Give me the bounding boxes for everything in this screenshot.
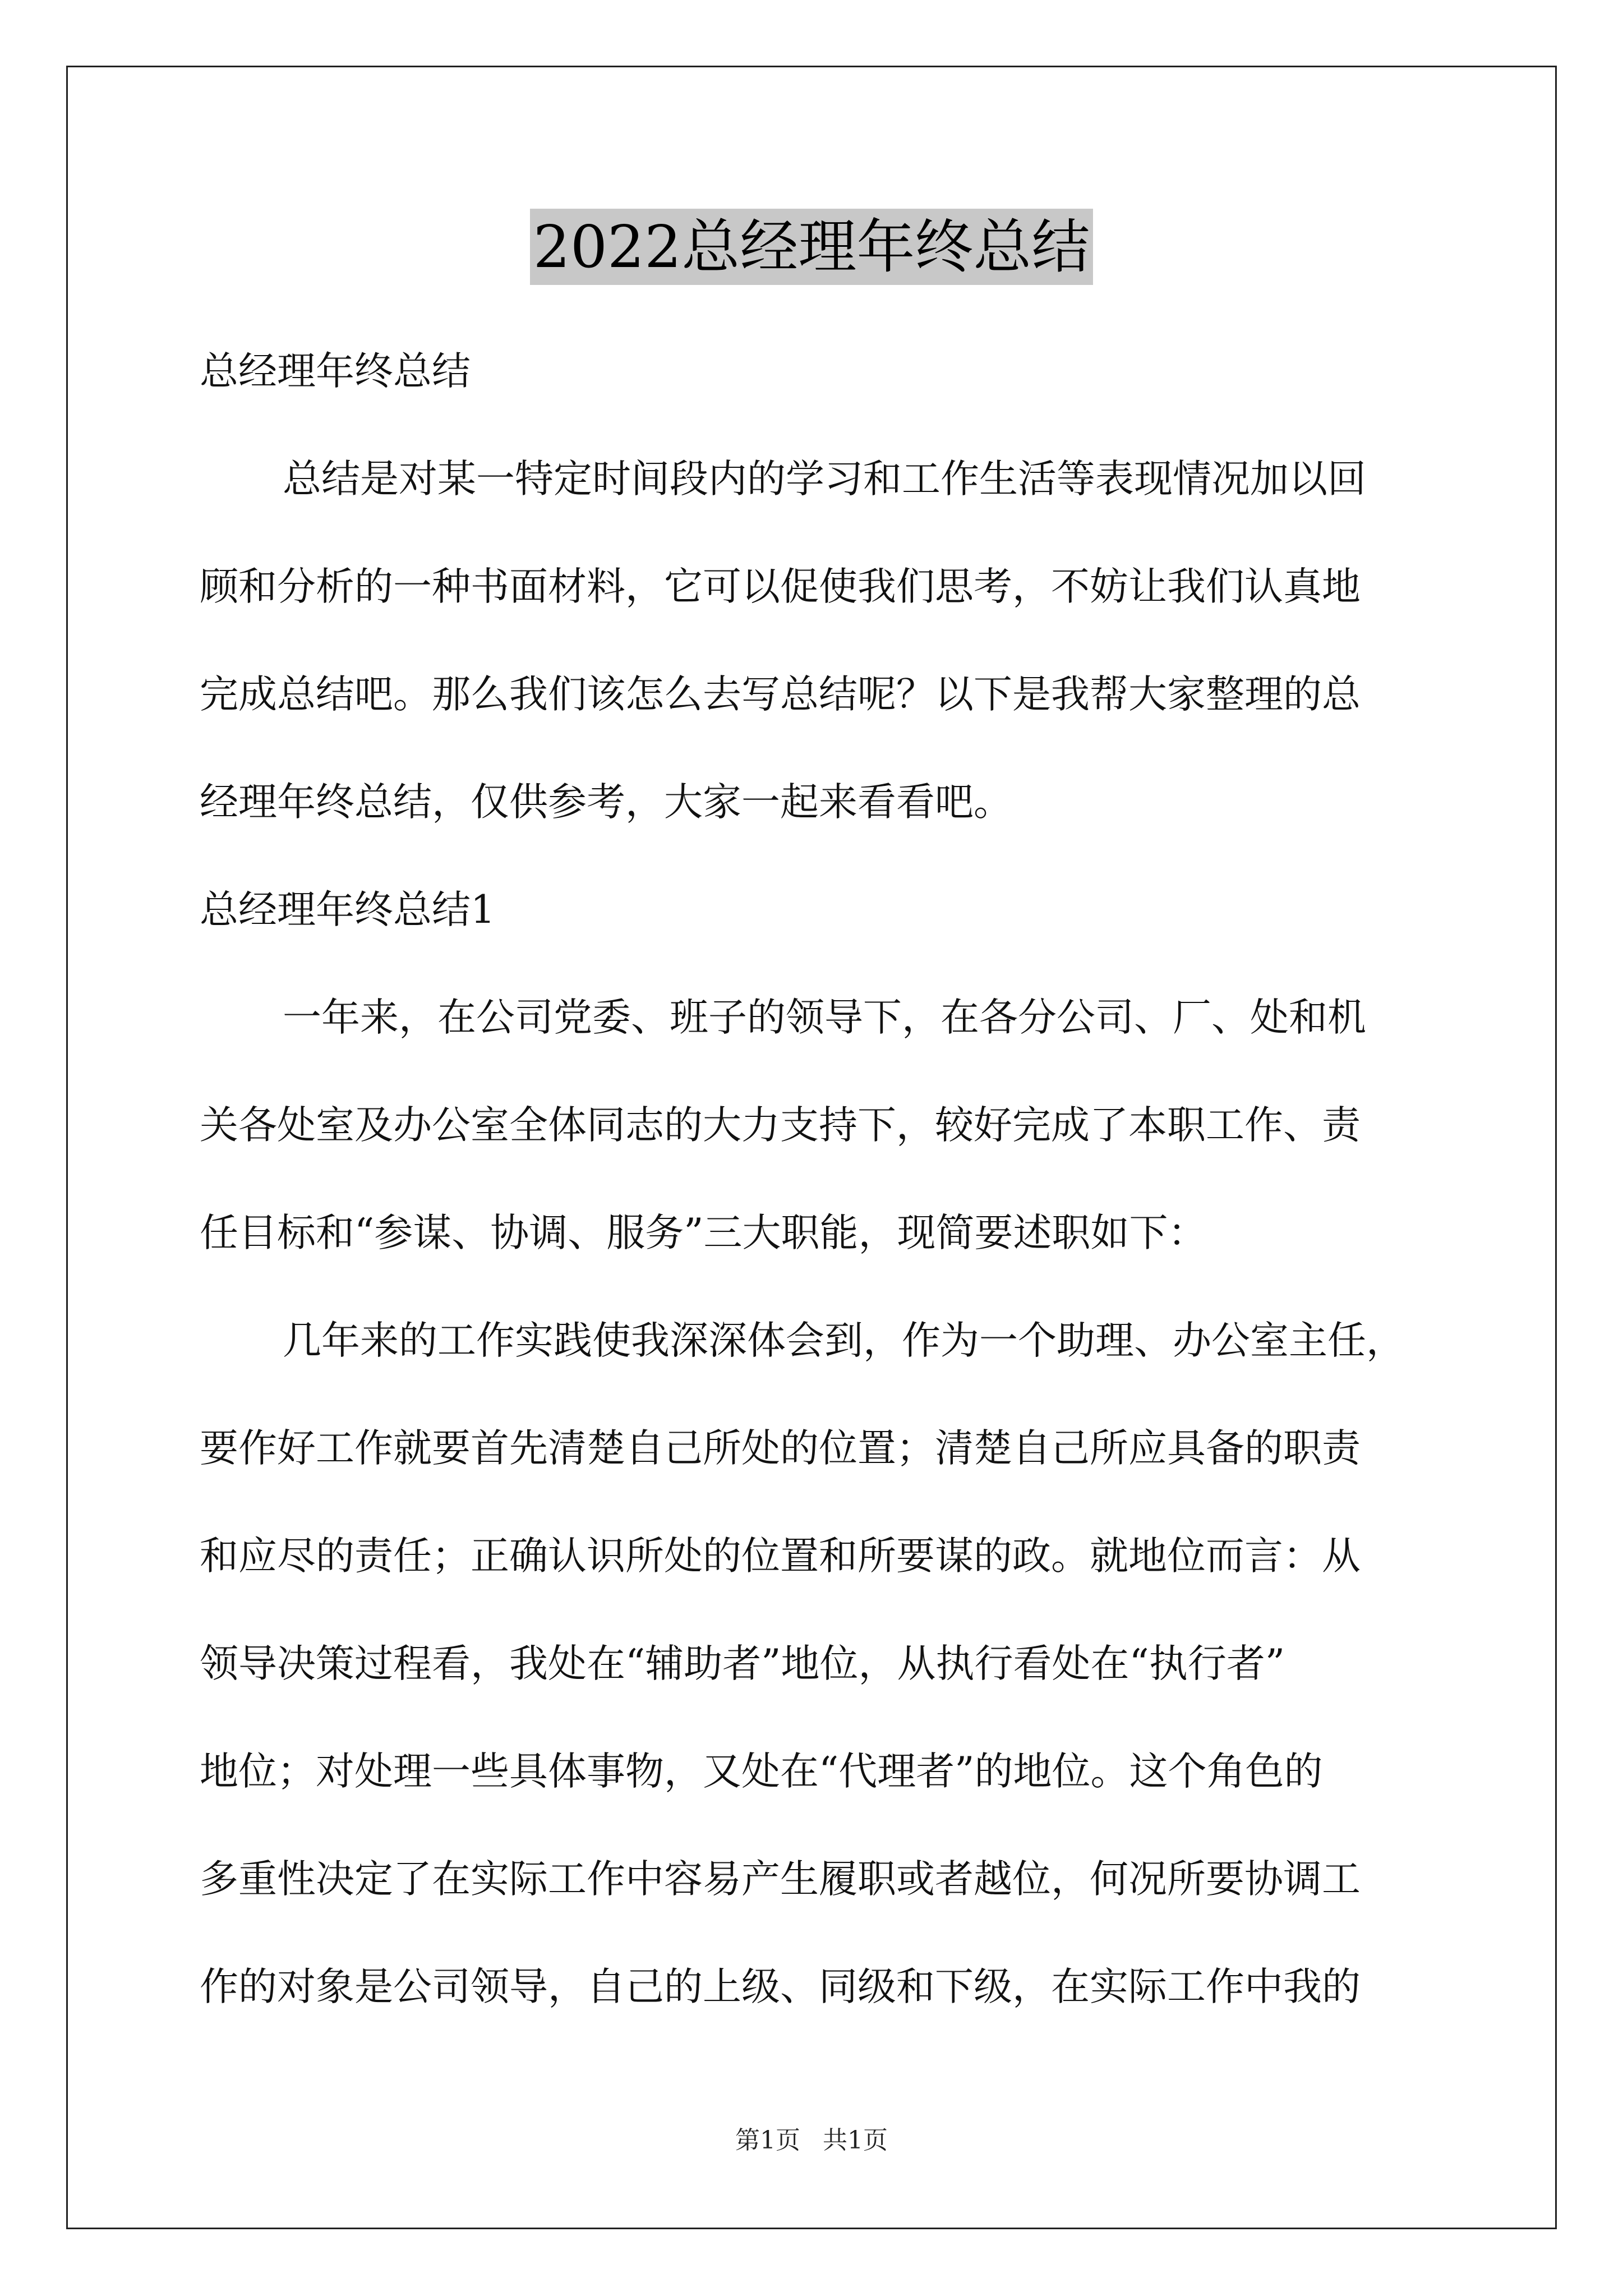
document-title: 2022总经理年终总结	[530, 209, 1094, 285]
body-line: 多重性决定了在实际工作中容易产生履职或者越位，何况所要协调工	[200, 1857, 1361, 1902]
body-line: 总结是对某一特定时间段内的学习和工作生活等表现情况加以回	[283, 457, 1366, 501]
title-container	[0, 209, 1623, 285]
page-footer	[0, 2124, 1623, 2157]
document-body	[200, 318, 1428, 2041]
body-line: 总经理年终总结1	[200, 887, 495, 932]
body-line: 总经理年终总结	[200, 349, 471, 394]
body-line: 几年来的工作实践使我深深体会到，作为一个助理、办公室主任，	[283, 1318, 1405, 1363]
body-line: 完成总结吧。那么我们该怎么去写总结呢？以下是我帮大家整理的总	[200, 672, 1361, 717]
body-line: 领导决策过程看，我处在“辅助者”地位，从执行看处在“执行者”	[200, 1641, 1285, 1686]
body-line: 顾和分析的一种书面材料，它可以促使我们思考，不妨让我们认真地	[200, 564, 1361, 609]
body-line: 一年来，在公司党委、班子的领导下，在各分公司、厂、处和机	[283, 995, 1366, 1040]
body-line: 要作好工作就要首先清楚自己所处的位置；清楚自己所应具备的职责	[200, 1426, 1361, 1471]
body-line: 任目标和“参谋、协调、服务”三大职能，现简要述职如下：	[200, 1211, 1207, 1255]
page-number: 第1页	[735, 2126, 800, 2155]
body-line: 作的对象是公司领导，自己的上级、同级和下级，在实际工作中我的	[200, 1964, 1361, 2009]
body-line: 关各处室及办公室全体同志的大力支持下，较好完成了本职工作、责	[200, 1103, 1361, 1148]
body-line: 地位；对处理一些具体事物，又处在“代理者”的地位。这个角色的	[200, 1749, 1323, 1794]
body-line: 经理年终总结，仅供参考，大家一起来看看吧。	[200, 780, 1012, 825]
page-total: 共1页	[823, 2126, 888, 2155]
body-line: 和应尽的责任；正确认识所处的位置和所要谋的政。就地位而言：从	[200, 1534, 1361, 1579]
